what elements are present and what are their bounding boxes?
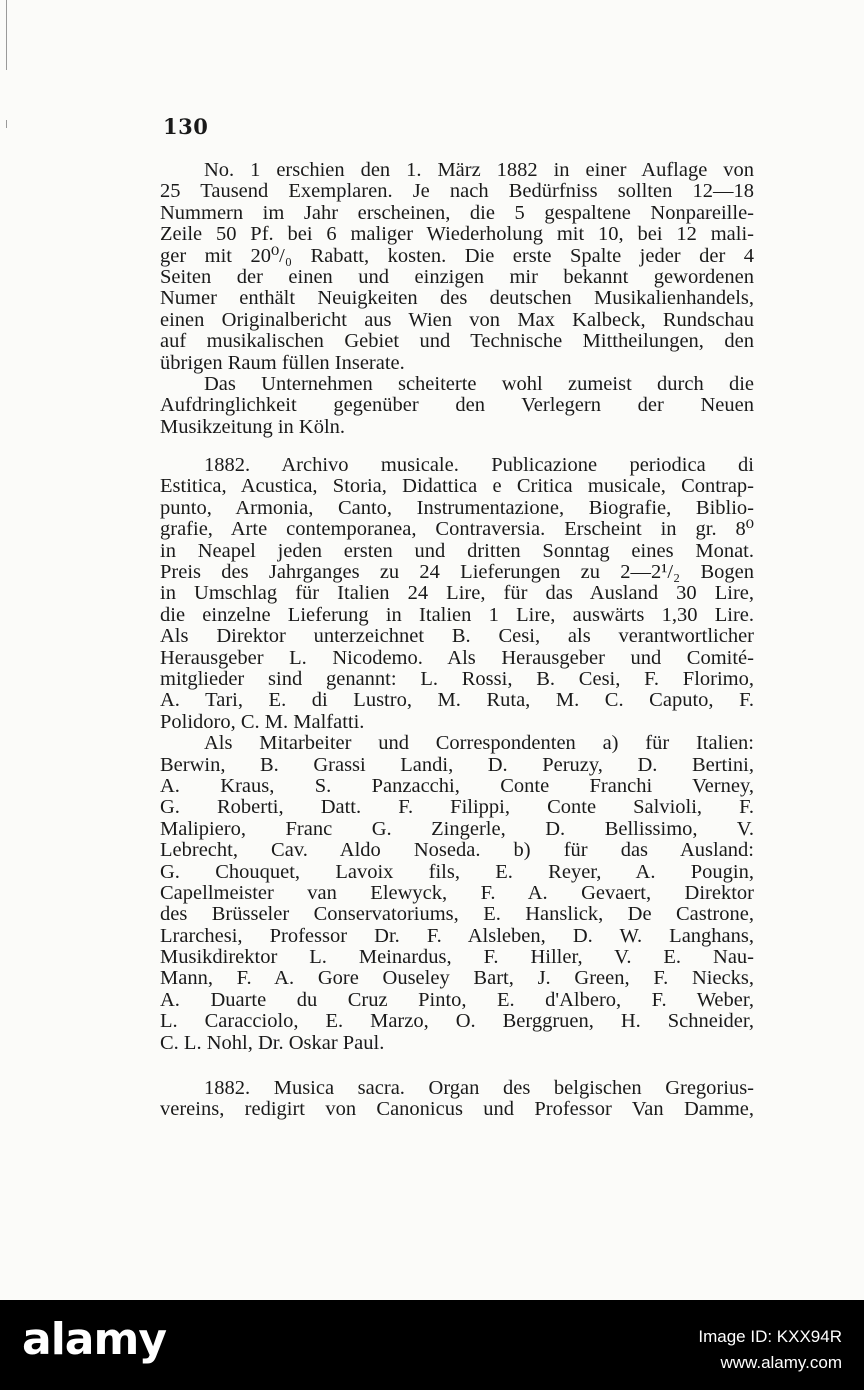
text-line: vereins, redigirt von Canonicus und Professor Van Damme, [160, 1098, 754, 1121]
page-number: 130 [163, 114, 209, 139]
text-line: C. L. Nohl, Dr. Oskar Paul. [160, 1031, 385, 1054]
text-line: Preis des Jahrganges zu 24 Lieferungen zu 2—2¹/₂ Bogen [160, 561, 754, 584]
text-line: A. Kraus, S. Panzacchi, Conte Franchi Verney, [160, 774, 754, 797]
image-id-block [698, 1324, 842, 1376]
text-line: 25 Tausend Exemplaren. Je nach Bedürfniss sollten 12—18 [160, 180, 754, 203]
brand-logo: alamy [22, 1314, 166, 1365]
text-line: A. Duarte du Cruz Pinto, E. d'Albero, F. Weber, [160, 988, 754, 1011]
scan-edge-mark [6, 0, 7, 70]
text-line: ger mit 20⁰/₀ Rabatt, kosten. Die erste Spalte jeder der 4 [160, 244, 754, 267]
text-line: die einzelne Lieferung in Italien 1 Lire, auswärts 1,30 Lire. [160, 603, 754, 626]
text-line: Herausgeber L. Nicodemo. Als Herausgeber und Comité- [160, 646, 754, 669]
text-line: Lebrecht, Cav. Aldo Noseda. b) für das Ausland: [160, 839, 754, 862]
paragraph-gap [160, 1054, 754, 1078]
text-line: in Umschlag für Italien 24 Lire, für das Ausland 30 Lire, [160, 582, 754, 605]
body-text [160, 160, 754, 1121]
text-line: grafie, Arte contemporanea, Contraversia. Erscheint in gr. 8⁰ [160, 518, 754, 541]
text-line: auf musikalischen Gebiet und Technische Mittheilungen, den [160, 330, 754, 353]
text-line: Capellmeister van Elewyck, F. A. Gevaert, Direktor [160, 881, 754, 904]
paragraph-gap [160, 438, 754, 455]
text-line: in Neapel jeden ersten und dritten Sonntag eines Monat. [160, 539, 754, 562]
text-line: A. Tari, E. di Lustro, M. Ruta, M. C. Caputo, F. [160, 689, 754, 712]
text-line: einen Originalbericht aus Wien von Max Kalbeck, Rundschau [160, 308, 754, 331]
text-line: Malipiero, Franc G. Zingerle, D. Bellissimo, V. [160, 817, 754, 840]
text-line: Musikdirektor L. Meinardus, F. Hiller, V. E. Nau- [160, 946, 754, 969]
text-line: 1882. Musica sacra. Organ des belgischen Gregorius- [204, 1077, 754, 1100]
text-line: Nummern im Jahr erscheinen, die 5 gespaltene Nonpareille- [160, 201, 754, 224]
text-line: No. 1 erschien den 1. März 1882 in einer Auflage von [204, 159, 754, 181]
text-line: des Brüsseler Conservatoriums, E. Hanslick, De Castrone, [160, 903, 754, 926]
site-url: www.alamy.com [720, 1353, 842, 1372]
text-line: Seiten der einen und einzigen mir bekannt gewordenen [160, 265, 754, 288]
text-line: Als Mitarbeiter und Correspondenten a) für Italien: [204, 732, 754, 755]
text-line: Aufdringlichkeit gegenüber den Verlegern der Neuen [160, 394, 754, 417]
text-line: Das Unternehmen scheiterte wohl zumeist durch die [204, 372, 754, 395]
watermark-footer [0, 1300, 864, 1390]
text-line: Mann, F. A. Gore Ouseley Bart, J. Green, F. Niecks, [160, 967, 754, 990]
text-line: Polidoro, C. M. Malfatti. [160, 710, 365, 733]
text-line: Numer enthält Neuigkeiten des deutschen Musikalienhandels, [160, 287, 754, 310]
text-line: G. Chouquet, Lavoix fils, E. Reyer, A. Pougin, [160, 860, 754, 883]
text-line: Berwin, B. Grassi Landi, D. Peruzy, D. Bertini, [160, 753, 754, 776]
text-line: Estitica, Acustica, Storia, Didattica e Critica musicale, Contrap- [160, 475, 754, 498]
text-line: übrigen Raum füllen Inserate. [160, 351, 405, 374]
text-line: Lrarchesi, Professor Dr. F. Alsleben, D. W. Langhans, [160, 924, 754, 947]
text-line: L. Caracciolo, E. Marzo, O. Berggruen, H. Schneider, [160, 1010, 754, 1033]
text-line: 1882. Archivo musicale. Publicazione periodica di [204, 454, 754, 477]
text-line: mitglieder sind genannt: L. Rossi, B. Cesi, F. Florimo, [160, 667, 754, 690]
text-line: Musikzeitung in Köln. [160, 415, 346, 438]
text-line: punto, Armonia, Canto, Instrumentazione, Biografie, Biblio- [160, 496, 754, 519]
text-line: Zeile 50 Pf. bei 6 maliger Wiederholung mit 10, bei 12 mali- [160, 223, 754, 246]
scan-edge-mark [6, 120, 7, 128]
text-line: Als Direktor unterzeichnet B. Cesi, als verantwortlicher [160, 625, 754, 648]
image-id: Image ID: KXX94R [698, 1327, 842, 1346]
text-line: G. Roberti, Datt. F. Filippi, Conte Salvioli, F. [160, 796, 754, 819]
